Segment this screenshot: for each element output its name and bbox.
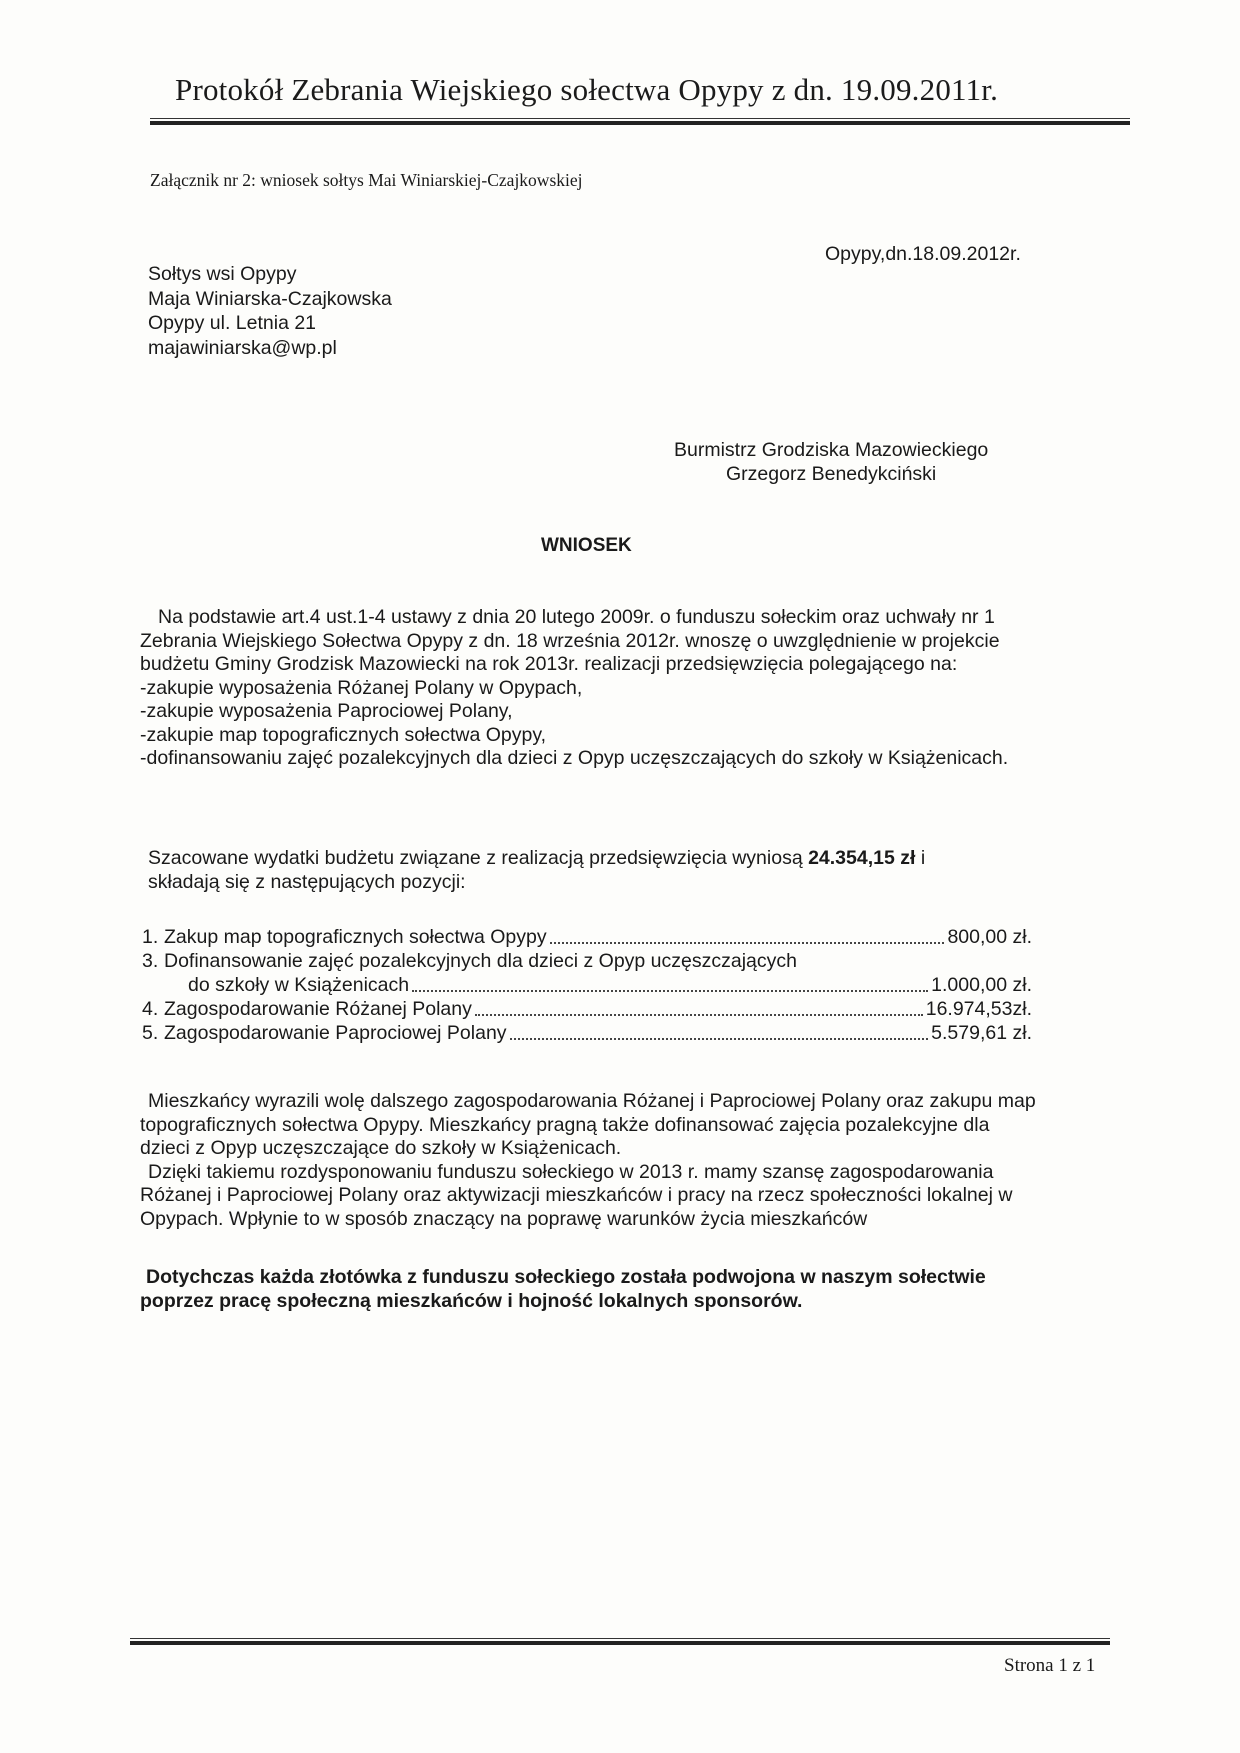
cost-intro-line: składają się z następujących pozycji: (148, 870, 466, 893)
cost-item-amount: 1.000,00 zł. (931, 974, 1032, 996)
cost-item-label: Zagospodarowanie Paprociowej Polany (164, 1022, 507, 1044)
summary-line: Różanej i Paprociowej Polany oraz aktywizacji mieszkańców i pracy na rzecz społeczności lokalnej w (140, 1184, 1013, 1206)
intro-line: Na podstawie art.4 ust.1-4 ustawy z dnia 20 lutego 2009r. o funduszu sołeckim oraz uchwały nr 1 (158, 606, 995, 628)
intro-list-item: -dofinansowaniu zajęć pozalekcyjnych dla dzieci z Opyp uczęszczających do szkoły w Książenicach. (140, 747, 1009, 769)
attachment-note: Załącznik nr 2: wniosek sołtys Mai Winiarskiej-Czajkowskiej (150, 170, 583, 190)
summary-paragraph (140, 1090, 1100, 1231)
cost-item-amount: 5.579,61 zł. (931, 1022, 1032, 1044)
footer-rule (130, 1638, 1110, 1645)
cost-item-label: Zakup map topograficznych sołectwa Opypy (164, 926, 547, 948)
document-title: WNIOSEK (541, 535, 632, 556)
recipient-line: Burmistrz Grodziska Mazowieckiego (674, 439, 989, 461)
cost-item (142, 997, 1032, 1021)
sender-line: Opypy ul. Letnia 21 (148, 312, 317, 334)
page-number: Strona 1 z 1 (1004, 1655, 1096, 1676)
protocol-title: Protokół Zebrania Wiejskiego sołectwa Opypy z dn. 19.09.2011r. (175, 72, 999, 107)
cost-item-amount: 16.974,53zł. (925, 998, 1032, 1020)
cost-intro-tail: i (915, 847, 926, 869)
summary-line: dzieci z Opyp uczęszczające do szkoły w Książenicach. (140, 1137, 622, 1159)
cost-intro (148, 847, 1088, 894)
footer-rule-heavy (130, 1641, 1110, 1645)
header-rule-thin (150, 118, 1130, 119)
intro-line: budżetu Gminy Grodzisk Mazowiecki na rok 2013r. realizacji przedsięwzięcia polegającego na: (140, 653, 958, 675)
intro-list-item: -zakupie wyposażenia Różanej Polany w Opypach, (140, 676, 583, 699)
intro-list-item: -zakupie map topograficznych sołectwa Opypy, (140, 723, 547, 746)
cost-intro-text: Szacowane wydatki budżetu związane z realizacją przedsięwzięcia wyniosą (148, 847, 809, 869)
summary-line: Opypach. Wpłynie to w sposób znaczący na poprawę warunków życia mieszkańców (140, 1207, 868, 1230)
closing-line: Dotychczas każda złotówka z funduszu sołeckiego została podwojona w naszym sołectwie (146, 1266, 986, 1288)
closing-line: poprzez pracę społeczną mieszkańców i hojność lokalnych sponsorów. (140, 1290, 803, 1312)
sender-block (148, 262, 392, 360)
cost-item-label: Zagospodarowanie Różanej Polany (164, 998, 472, 1020)
intro-paragraph (140, 606, 1080, 771)
intro-line: Zebrania Wiejskiego Sołectwa Opypy z dn. 18 września 2012r. wnoszę o uwzględnienie w projekcie (140, 629, 1000, 652)
cost-item-continuation (142, 973, 1032, 997)
summary-line: Dzięki takiemu rozdysponowaniu funduszu sołeckiego w 2013 r. mamy szansę zagospodarowania (148, 1160, 994, 1183)
dot-leader (550, 928, 945, 944)
cost-item-label: Dofinansowanie zajęć pozalekcyjnych dla dzieci z Opyp uczęszczających (164, 950, 797, 972)
cost-item-number: 5. (142, 1022, 159, 1044)
sender-line: Maja Winiarska-Czajkowska (148, 287, 392, 310)
cost-item (142, 925, 1032, 949)
cost-list (142, 925, 1032, 1045)
cost-item-amount: 800,00 zł. (947, 926, 1032, 948)
header-rule-heavy (150, 121, 1130, 125)
closing-note (140, 1265, 1100, 1313)
cost-item-number: 3. (142, 950, 159, 972)
sender-email: majawiniarska@wp.pl (148, 336, 337, 359)
recipient-line: Grzegorz Benedykciński (726, 463, 937, 485)
intro-list-item: -zakupie wyposażenia Paprociowej Polany, (140, 700, 513, 722)
dot-leader (475, 1000, 923, 1016)
sender-line: Sołtys wsi Opypy (148, 263, 297, 285)
summary-line: topograficznych sołectwa Opypy. Mieszkańcy pragną także dofinansować zajęcia pozalekcyjne dla (140, 1113, 990, 1136)
footer-rule-thin (130, 1638, 1110, 1639)
summary-line: Mieszkańcy wyrazili wolę dalszego zagospodarowania Różanej i Paprociowej Polany oraz zakupu map (148, 1090, 1036, 1112)
cost-item-number: 4. (142, 998, 159, 1020)
protocol-header (150, 72, 1130, 125)
cost-intro-line (148, 847, 1088, 871)
cost-item (142, 1021, 1032, 1045)
cost-item-label: do szkoły w Książenicach (188, 974, 410, 996)
cost-item-number: 1. (142, 926, 159, 948)
document-date: Opypy,dn.18.09.2012r. (825, 243, 1021, 265)
cost-total: 24.354,15 zł (808, 847, 916, 869)
cost-item (142, 949, 1032, 973)
dot-leader (510, 1024, 929, 1040)
recipient-block (674, 438, 988, 486)
dot-leader (412, 976, 928, 992)
